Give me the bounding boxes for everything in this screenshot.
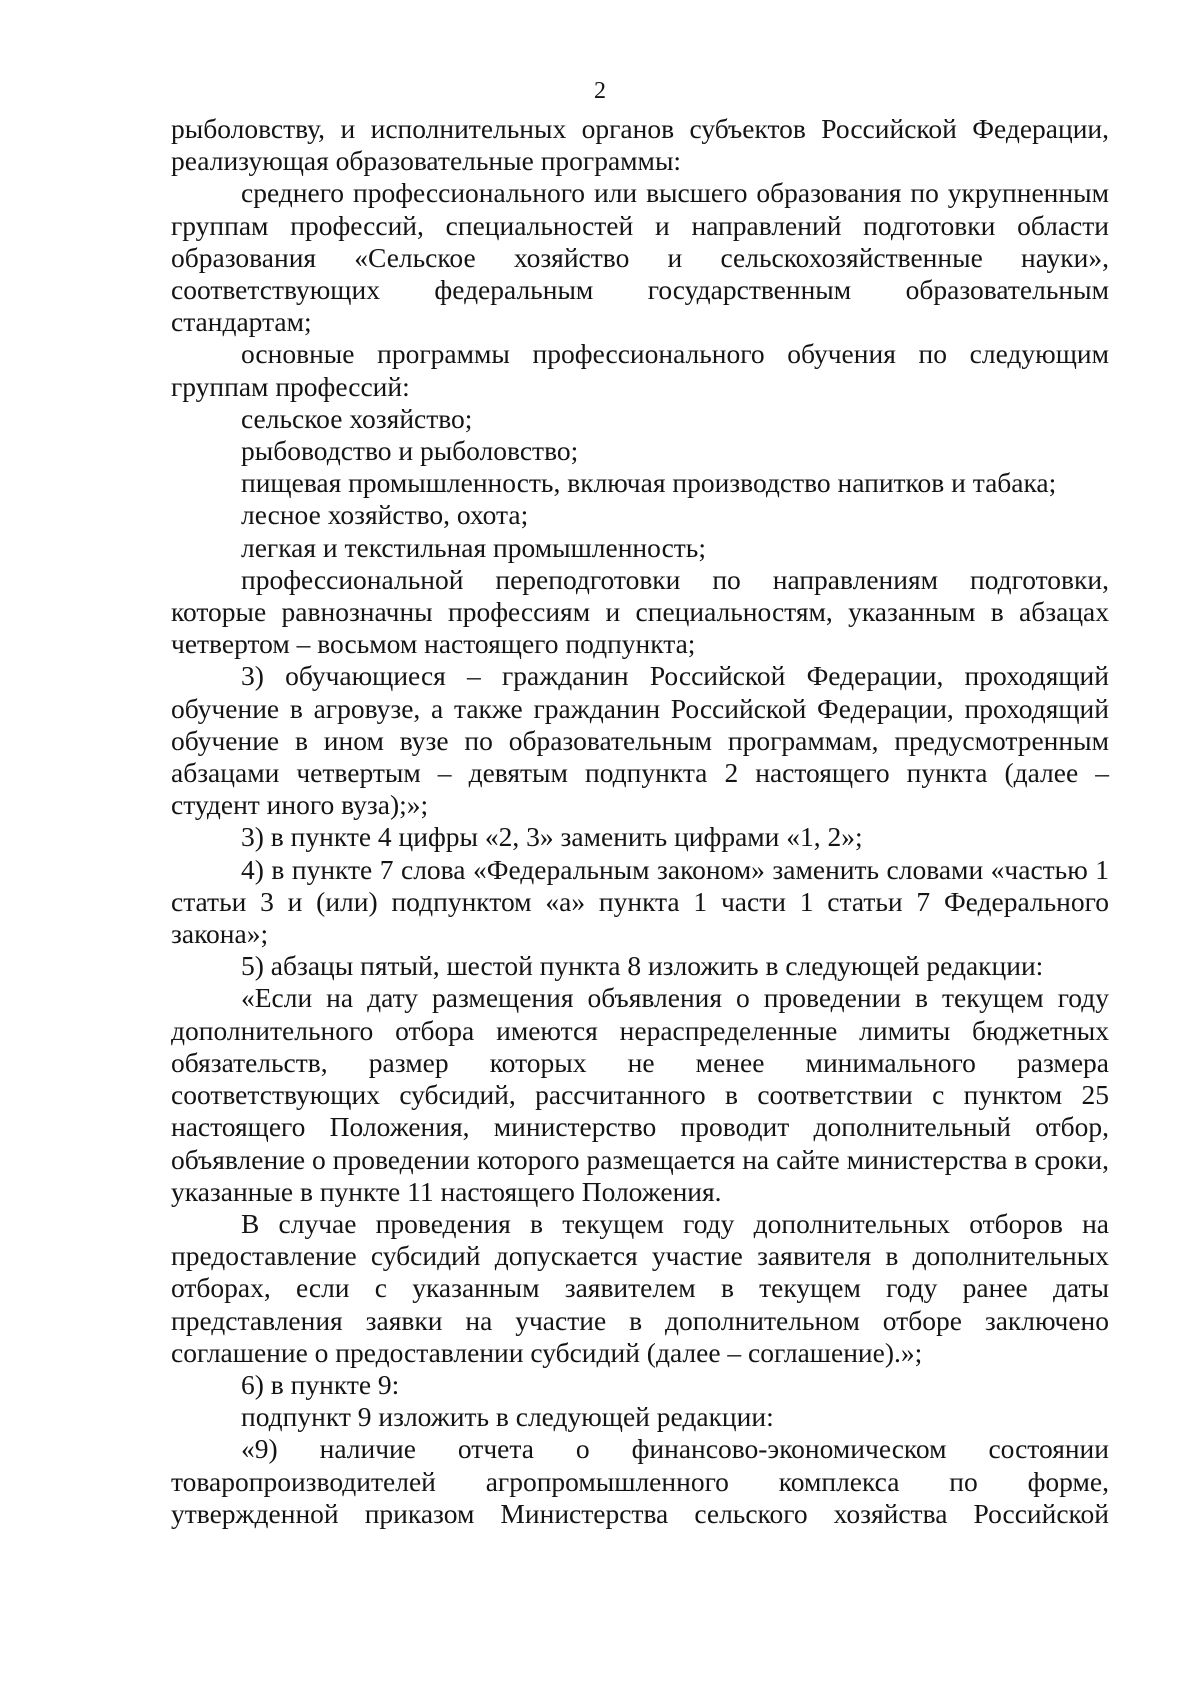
paragraph: 3) обучающиеся – гражданин Российской Федерации, проходящий обучение в агровузе, а также гражданин Российской Федерации, проходящий обучение в ином вузе по образовательным программам, предусмотренным абзацами четвертым – девятым подпункта 2 настоящего пункта (далее – студент иного вуза);»; xyxy=(171,660,1109,821)
paragraph: «Если на дату размещения объявления о проведении в текущем году дополнительного отбора имеются нераспределенные лимиты бюджетных обязательств, размер которых не менее минимального размера соответствующих субсидий, рассчитанного в соответствии с пунктом 25 настоящего Положения, министерство проводит дополнительный отбор, объявление о проведении которого размещается на сайте министерства в сроки, указанные в пункте 11 настоящего Положения. xyxy=(171,982,1109,1207)
paragraph: 5) абзацы пятый, шестой пункта 8 изложить в следующей редакции: xyxy=(241,950,1044,982)
paragraph: профессиональной переподготовки по направлениям подготовки, которые равнозначны профессиям и специальностям, указанным в абзацах четвертом – восьмом настоящего подпункта; xyxy=(171,563,1109,660)
paragraph: 4) в пункте 7 слова «Федеральным законом» заменить словами «частью 1 статьи 3 и (или) подпунктом «а» пункта 1 части 1 статьи 7 Федерального закона»; xyxy=(171,853,1109,950)
paragraph: среднего профессионального или высшего образования по укрупненным группам профессий, специальностей и направлений подготовки области образования «Сельское хозяйство и сельскохозяйственные науки», соответствующих федеральным государственным образовательным стандартам; xyxy=(171,177,1109,338)
paragraph: рыболовству, и исполнительных органов субъектов Российской Федерации, реализующая образовательные программы: xyxy=(171,113,1109,177)
page-number: 2 xyxy=(594,78,606,104)
paragraph: подпункт 9 изложить в следующей редакции: xyxy=(241,1401,774,1433)
paragraph: «9) наличие отчета о финансово-экономическом состоянии товаропроизводителей агропромышленного комплекса по форме, утвержденной приказом Министерства сельского хозяйства Российской xyxy=(171,1433,1109,1529)
paragraph: В случае проведения в текущем году дополнительных отборов на предоставление субсидий допускается участие заявителя в дополнительных отборах, если с указанным заявителем в текущем году ранее даты представления заявки на участие в дополнительном отборе заключено соглашение о предоставлении субсидий (далее – соглашение).»; xyxy=(171,1207,1109,1368)
document-body xyxy=(171,113,1109,1530)
list-item: легкая и текстильная промышленность; xyxy=(241,531,706,563)
paragraph: 3) в пункте 4 цифры «2, 3» заменить цифрами «1, 2»; xyxy=(241,821,863,853)
list-item: сельское хозяйство; xyxy=(241,402,473,434)
list-item: пищевая промышленность, включая производство напитков и табака; xyxy=(241,467,1057,499)
list-item: лесное хозяйство, охота; xyxy=(241,499,529,531)
list-item: рыбоводство и рыболовство; xyxy=(241,435,579,467)
paragraph: основные программы профессионального обучения по следующим группам профессий: xyxy=(171,338,1109,402)
paragraph: 6) в пункте 9: xyxy=(241,1368,400,1400)
